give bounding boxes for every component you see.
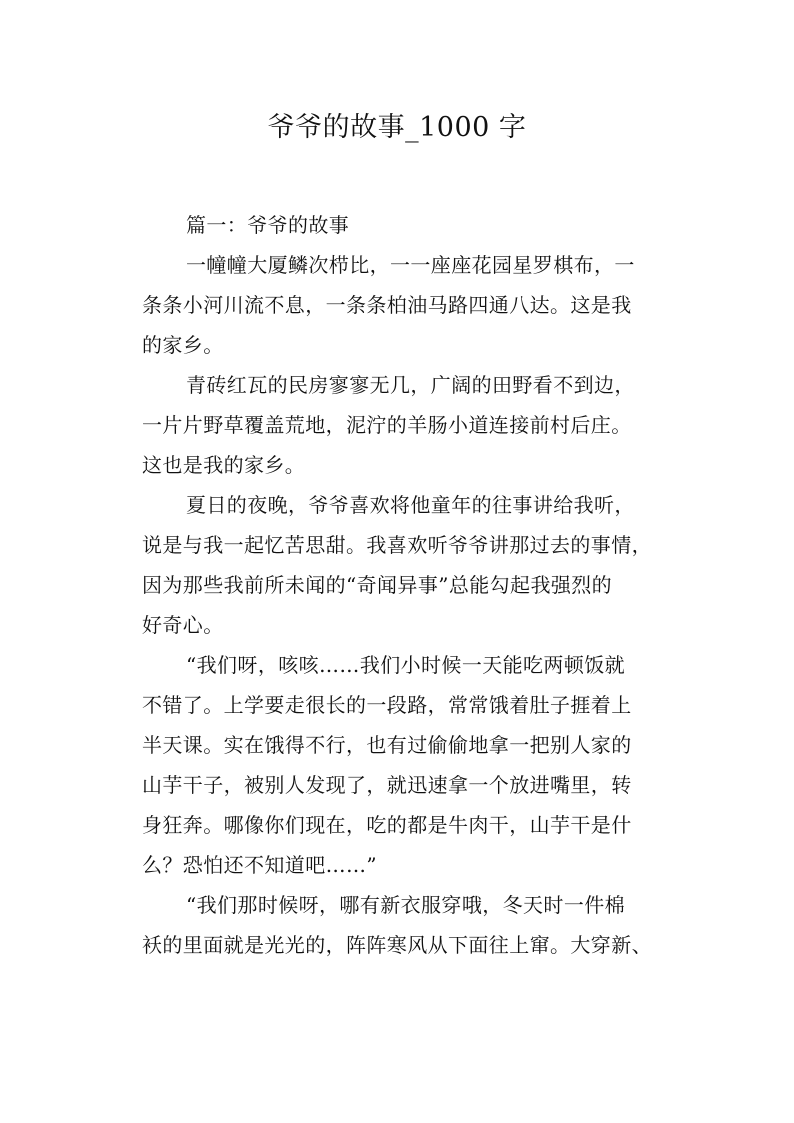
text-line: 一片片野草覆盖荒地，泥泞的羊肠小道连接前村后庄。	[142, 413, 632, 437]
text-line: 么？恐怕还不知道吧……”	[142, 853, 378, 877]
text-line: 的家乡。	[142, 333, 224, 357]
document-title: 爷爷的故事_1000 字	[267, 112, 527, 143]
text-line: 夏日的夜晚，爷爷喜欢将他童年的往事讲给我听，	[186, 493, 635, 517]
text-line: 青砖红瓦的民房寥寥无几，广阔的田野看不到边，	[186, 373, 635, 397]
text-line: 身狂奔。哪像你们现在，吃的都是牛肉干，山芋干是什	[142, 813, 632, 837]
text-line: 条条小河川流不息，一条条柏油马路四通八达。这是我	[142, 293, 632, 317]
text-line: 山芋干子，被别人发现了，就迅速拿一个放进嘴里，转	[142, 773, 632, 797]
text-line: 因为那些我前所未闻的“奇闻异事”总能勾起我强烈的	[142, 573, 613, 597]
text-line: 半天课。实在饿得不行，也有过偷偷地拿一把别人家的	[142, 733, 632, 757]
section-heading: 篇一：爷爷的故事	[186, 213, 350, 237]
text-line: 说是与我一起忆苦思甜。我喜欢听爷爷讲那过去的事情，	[142, 533, 652, 557]
text-line: 不错了。上学要走很长的一段路，常常饿着肚子捱着上	[142, 693, 632, 717]
document-body	[142, 205, 674, 965]
text-line: 好奇心。	[142, 613, 224, 637]
text-line: “我们呀，咳咳……我们小时候一天能吃两顿饭就	[186, 653, 626, 677]
text-line: 袄的里面就是光光的，阵阵寒风从下面往上窜。大穿新、	[142, 933, 652, 957]
text-line: 这也是我的家乡。	[142, 453, 306, 477]
text-line: “我们那时候呀，哪有新衣服穿哦，冬天时一件棉	[186, 893, 626, 917]
text-line: 一幢幢大厦鳞次栉比，一一座座花园星罗棋布，一	[186, 253, 635, 277]
